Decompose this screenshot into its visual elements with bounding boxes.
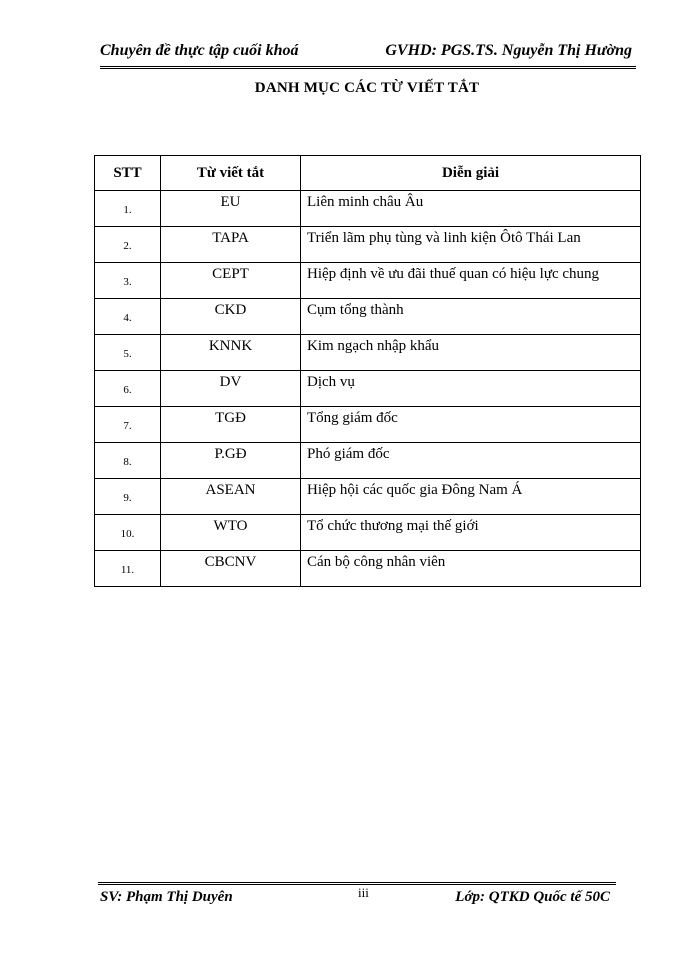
row-description: Dịch vụ <box>301 371 641 407</box>
column-header-stt: STT <box>95 156 161 191</box>
table-row <box>95 263 641 299</box>
row-abbreviation: WTO <box>161 515 301 551</box>
column-header-description: Diễn giải <box>301 156 641 191</box>
header-supervisor: GVHD: PGS.TS. Nguyễn Thị Hường <box>385 42 632 59</box>
row-number: 2. <box>95 227 161 263</box>
table-row <box>95 371 641 407</box>
row-description: Cụm tổng thành <box>301 299 641 335</box>
table-row <box>95 551 641 587</box>
row-abbreviation: TGĐ <box>161 407 301 443</box>
row-number: 3. <box>95 263 161 299</box>
table-row <box>95 515 641 551</box>
row-abbreviation: EU <box>161 191 301 227</box>
row-number: 4. <box>95 299 161 335</box>
page-number: iii <box>358 885 369 900</box>
row-abbreviation: TAPA <box>161 227 301 263</box>
table-row <box>95 227 641 263</box>
table-row <box>95 407 641 443</box>
header-report-title: Chuyên đề thực tập cuối khoá <box>100 42 299 59</box>
row-description: Triển lãm phụ tùng và linh kiện Ôtô Thái Lan <box>301 227 641 263</box>
row-abbreviation: CEPT <box>161 263 301 299</box>
table-row <box>95 479 641 515</box>
row-number: 1. <box>95 191 161 227</box>
row-number: 7. <box>95 407 161 443</box>
row-abbreviation: DV <box>161 371 301 407</box>
row-description: Tổng giám đốc <box>301 407 641 443</box>
table-header-row <box>95 156 641 191</box>
row-description: Hiệp hội các quốc gia Đông Nam Á <box>301 479 641 515</box>
page-title: DANH MỤC CÁC TỪ VIẾT TẮT <box>254 80 480 96</box>
row-description: Hiệp định về ưu đãi thuế quan có hiệu lực chung <box>301 263 641 299</box>
page-header <box>100 40 636 69</box>
row-description: Liên minh châu Âu <box>301 191 641 227</box>
row-description: Kim ngạch nhập khẩu <box>301 335 641 371</box>
row-abbreviation: KNNK <box>161 335 301 371</box>
row-abbreviation: ASEAN <box>161 479 301 515</box>
row-description: Cán bộ công nhân viên <box>301 551 641 587</box>
row-description: Phó giám đốc <box>301 443 641 479</box>
row-number: 6. <box>95 371 161 407</box>
row-abbreviation: CBCNV <box>161 551 301 587</box>
row-number: 5. <box>95 335 161 371</box>
footer-class-name: Lớp: QTKD Quốc tế 50C <box>455 889 610 905</box>
abbreviation-table <box>94 155 641 587</box>
table-row <box>95 443 641 479</box>
page-footer <box>98 882 616 909</box>
table-row <box>95 299 641 335</box>
footer-student-name: SV: Phạm Thị Duyên <box>100 889 233 905</box>
row-number: 10. <box>95 515 161 551</box>
row-description: Tổ chức thương mại thế giới <box>301 515 641 551</box>
row-number: 8. <box>95 443 161 479</box>
table-row <box>95 335 641 371</box>
column-header-abbreviation: Từ viết tắt <box>161 156 301 191</box>
row-number: 11. <box>95 551 161 587</box>
row-number: 9. <box>95 479 161 515</box>
row-abbreviation: P.GĐ <box>161 443 301 479</box>
row-abbreviation: CKD <box>161 299 301 335</box>
table-row <box>95 191 641 227</box>
